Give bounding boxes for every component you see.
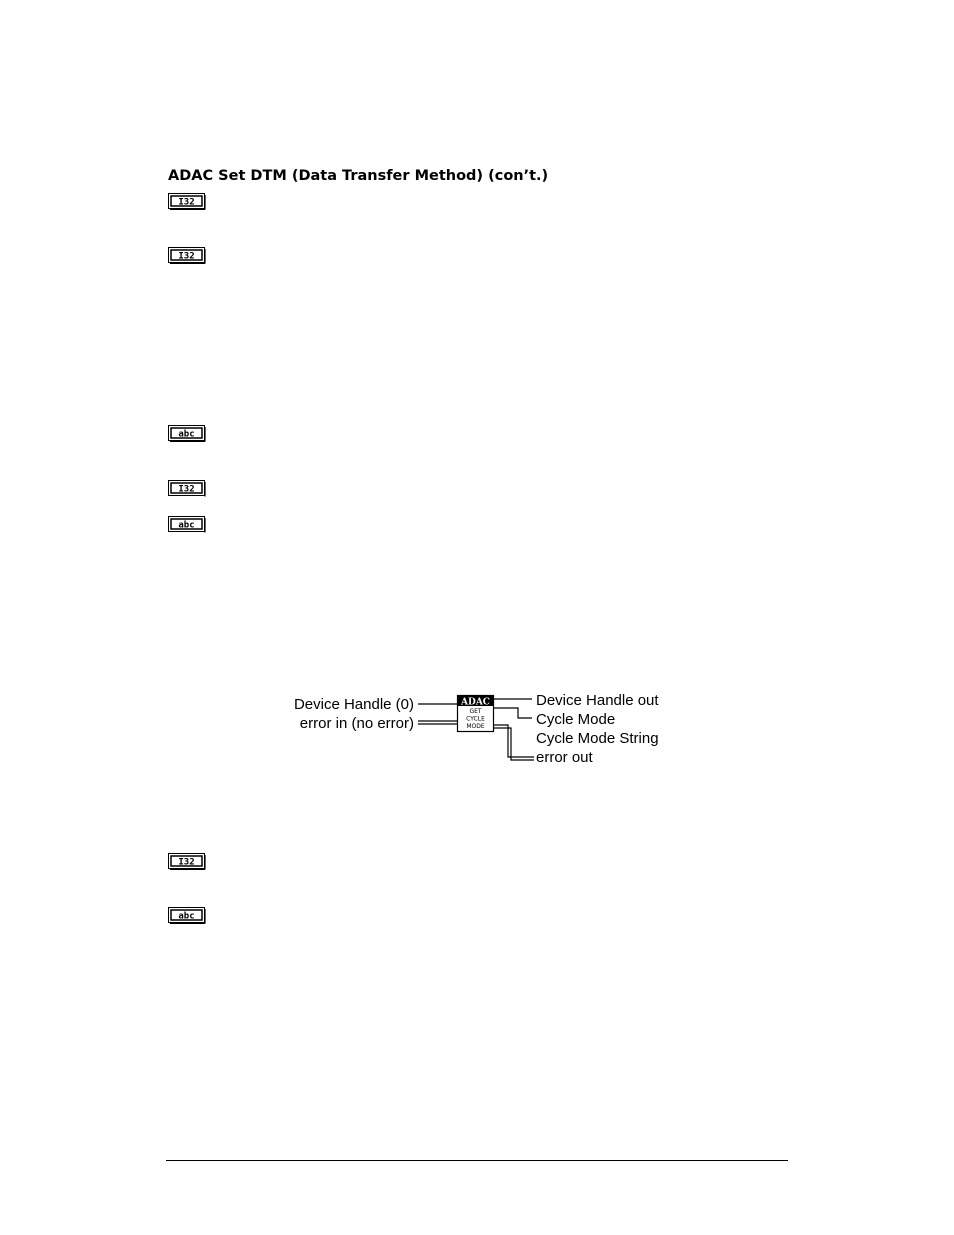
vi-banner: ADAC bbox=[461, 697, 490, 708]
output-device-handle-out-label: Device Handle out bbox=[536, 692, 659, 709]
output-error-out-label: error out bbox=[536, 749, 593, 766]
input-device-handle-label: Device Handle (0) bbox=[293, 696, 414, 713]
error-out-wire bbox=[494, 725, 534, 757]
vi-line-2: CYCLE bbox=[466, 715, 485, 723]
string-label: abc bbox=[178, 911, 195, 922]
i32-label: I32 bbox=[178, 251, 195, 262]
i32-terminal-icon bbox=[168, 247, 206, 264]
i32-terminal-icon bbox=[168, 480, 206, 497]
cycle-mode-wire bbox=[494, 708, 532, 718]
string-terminal-icon bbox=[168, 425, 206, 442]
vi-line-1: GET bbox=[469, 708, 482, 715]
string-label: abc bbox=[178, 520, 195, 531]
string-label: abc bbox=[178, 429, 195, 440]
i32-label: I32 bbox=[178, 857, 195, 868]
vi-icon bbox=[458, 696, 494, 732]
output-cycle-mode-string-label: Cycle Mode String bbox=[536, 730, 659, 747]
vi-line-3: MODE bbox=[466, 723, 485, 730]
i32-label: I32 bbox=[178, 197, 195, 208]
string-terminal-icon bbox=[168, 516, 206, 533]
i32-label: I32 bbox=[178, 484, 195, 495]
string-terminal-icon bbox=[168, 907, 206, 924]
section-heading: ADAC Set DTM (Data Transfer Method) (con’t.) bbox=[168, 168, 549, 184]
footer-rule bbox=[166, 1160, 788, 1161]
i32-terminal-icon bbox=[168, 193, 206, 210]
connector-pane-diagram bbox=[280, 686, 680, 772]
output-cycle-mode-label: Cycle Mode bbox=[536, 711, 616, 728]
i32-terminal-icon bbox=[168, 853, 206, 870]
input-error-in-label: error in (no error) bbox=[299, 715, 414, 732]
